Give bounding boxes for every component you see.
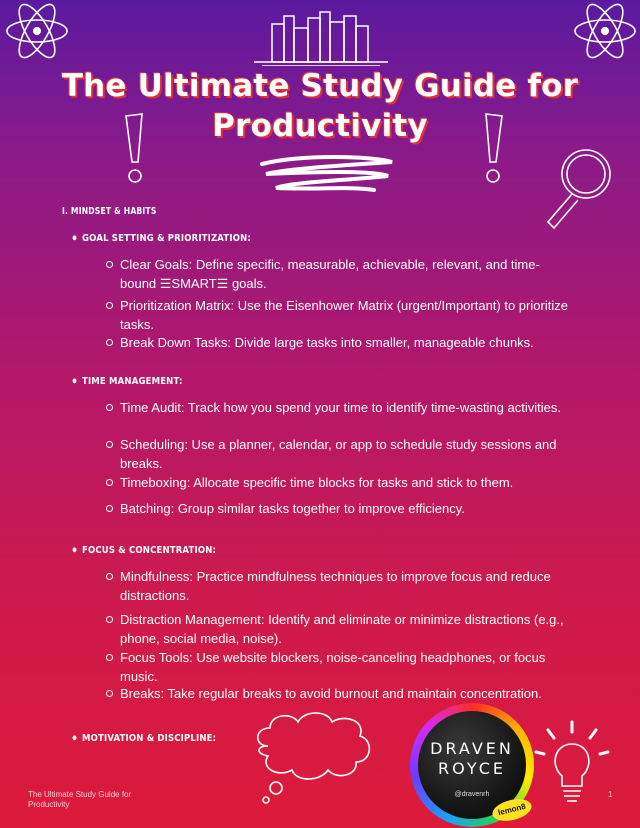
brand-logo: lemon8: [490, 795, 534, 824]
page-number: 1: [608, 790, 613, 799]
list-item: Time Audit: Track how you spend your time to identify time-wasting activities.: [120, 398, 570, 417]
subheading-time-management: • TIME MANAGEMENT:: [82, 376, 183, 387]
subheading-motivation: • MOTIVATION & DISCIPLINE:: [82, 733, 216, 744]
footer-line1: The Ultimate Study Guide for: [28, 790, 132, 799]
list-item: Batching: Group similar tasks together to improve efficiency.: [120, 499, 570, 518]
subheading-goal-setting: • GOAL SETTING & PRIORITIZATION:: [82, 233, 251, 244]
list-item: Clear Goals: Define specific, measurable, achievable, relevant, and time-bound ☰SMART☰ goals.: [120, 255, 570, 293]
list-item: Mindfulness: Practice mindfulness techniques to improve focus and reduce distractions.: [120, 567, 570, 605]
thought-bubble-icon: [248, 706, 378, 806]
list-item: Distraction Management: Identify and eliminate or minimize distractions (e.g., phone, social media, noise).: [120, 610, 570, 648]
exclamation-icon-left: [120, 112, 150, 188]
list-item: Breaks: Take regular breaks to avoid burnout and maintain concentration.: [120, 684, 570, 703]
footer: [28, 790, 131, 810]
section-heading: I. MINDSET & HABITS: [62, 206, 157, 217]
atom-icon-left: [2, 0, 72, 62]
exclamation-icon-right: [478, 112, 508, 188]
list-item: Prioritization Matrix: Use the Eisenhower Matrix (urgent/Important) to prioritize tasks.: [120, 296, 570, 334]
list-item: Scheduling: Use a planner, calendar, or app to schedule study sessions and breaks.: [120, 435, 570, 473]
scribble-underline: [252, 150, 402, 198]
page-title: The Ultimate Study Guide for Productivity: [61, 68, 579, 144]
books-icon: [252, 6, 390, 66]
badge-handle: @dravenrh: [454, 791, 490, 798]
footer-line2: Productivity: [28, 800, 70, 809]
list-item: Focus Tools: Use website blockers, noise-canceling headphones, or focus music.: [120, 648, 570, 686]
list-item: Break Down Tasks: Divide large tasks into smaller, manageable chunks.: [120, 333, 570, 352]
subheading-focus: • FOCUS & CONCENTRATION:: [82, 545, 216, 556]
list-item: Timeboxing: Allocate specific time blocks for tasks and stick to them.: [120, 473, 570, 492]
badge-name-first: DRAVEN: [430, 739, 514, 758]
magnifier-icon: [540, 142, 616, 234]
atom-icon-right: [570, 0, 640, 62]
lightbulb-icon: [532, 718, 612, 810]
badge-name-last: ROYCE: [437, 759, 506, 778]
